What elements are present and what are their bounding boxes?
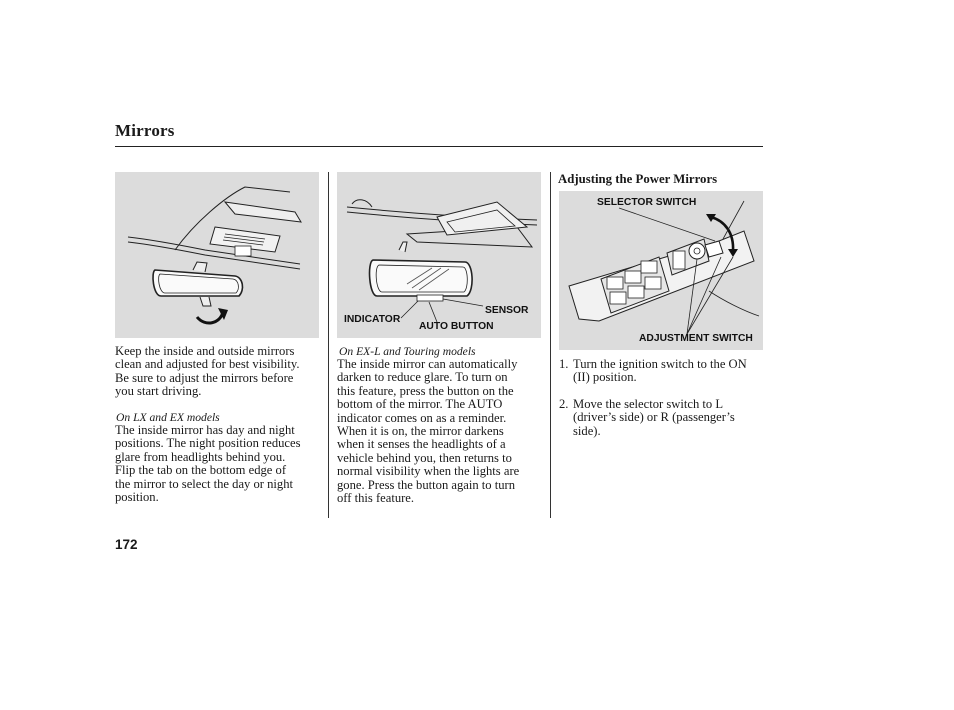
page-number: 172 [115,537,138,552]
power-mirror-switch-illustration [559,191,763,350]
step-1 [559,358,764,386]
step-2-number: 2. [559,397,569,411]
rearview-mirror-illustration [115,172,319,338]
intro-paragraph: Keep the inside and outside mirrors clean and adjusted for best visibility. Be sure to adjust the mirrors before you start driving. [115,344,300,399]
indicator-label: INDICATOR [344,314,401,325]
title-rule [115,146,763,147]
step-2-text: Move the selector switch to L (driver’s side) or R (passenger’s side). [573,397,735,438]
step-2 [559,398,764,440]
auto-button-label: AUTO BUTTON [419,321,494,332]
day-night-paragraph: The inside mirror has day and night positions. The night position reduces glare from headlights behind you. Flip the tab on the bottom edge of the mirror to select the day or night position. [115,423,301,505]
step-1-number: 1. [559,357,569,371]
column-divider-1 [328,172,329,518]
selector-switch-label: SELECTOR SWITCH [597,197,697,208]
sensor-label: SENSOR [485,305,529,316]
page-title: Mirrors [115,121,175,140]
column-divider-2 [550,172,551,518]
model-note-lx-ex: On LX and EX models [116,411,220,424]
power-mirrors-heading: Adjusting the Power Mirrors [558,172,718,186]
adjustment-switch-label: ADJUSTMENT SWITCH [639,333,753,344]
step-1-text: Turn the ignition switch to the ON (II) position. [573,357,747,385]
model-note-exl-touring: On EX-L and Touring models [339,345,476,358]
auto-dimming-paragraph: The inside mirror can automatically darken to reduce glare. To turn on this feature, press the button on the bottom of the mirror. The AUTO indicator comes on as a reminder. When it is on, the mirror darkens when it senses the headlights of a vehicle behind you, then returns to normal visibility when the lights are gone. Press the button again to turn off this feature. [337,357,520,506]
auto-dimming-mirror-illustration [337,172,541,338]
